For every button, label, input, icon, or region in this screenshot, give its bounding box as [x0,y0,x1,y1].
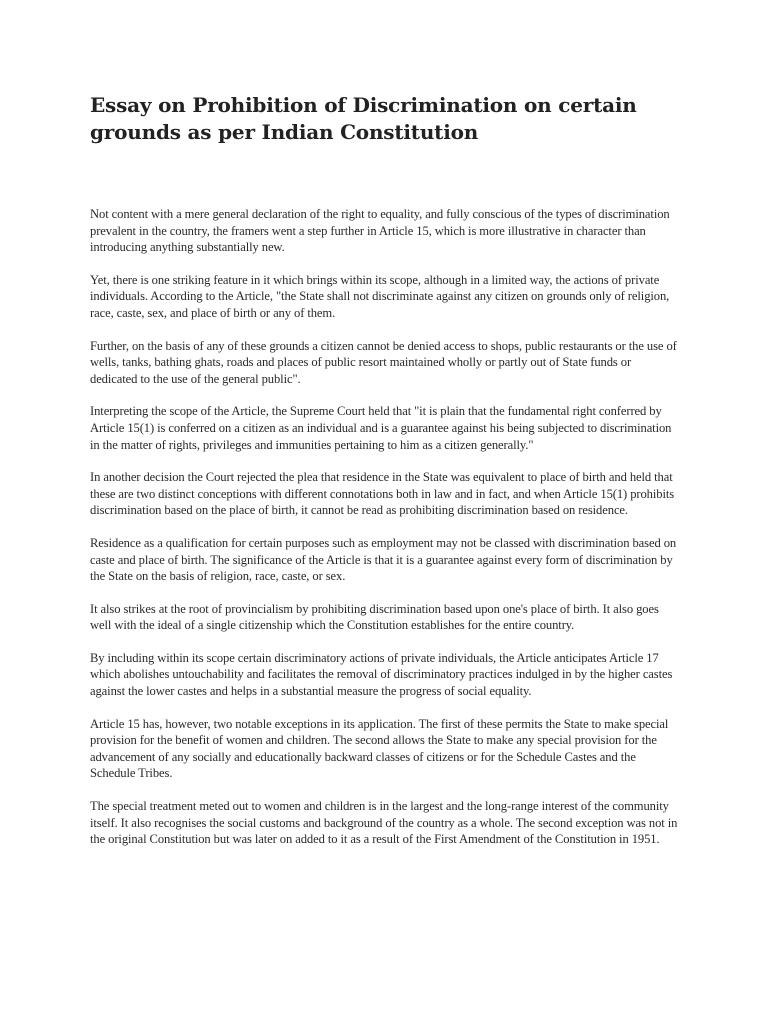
paragraph: It also strikes at the root of provincialism by prohibiting discrimination based upon one's place of birth. It also goes well with the ideal of a single citizenship which the Constitution establishes for the entire country. [90,601,659,633]
paragraph: By including within its scope certain discriminatory actions of private individuals, the Article anticipates Article 17 which abolishes untouchability and facilitates the removal of discriminatory practices indulged in by the higher castes against the lower castes and helps in a substantial measure the progress of social equality. [90,650,673,699]
paragraph: Further, on the basis of any of these grounds a citizen cannot be denied access to shops, public restaurants or the use of wells, tanks, bathing ghats, roads and places of public resort maintained wholly or partly out of State funds or dedicated to the use of the general public". [90,338,677,386]
document-page [90,92,680,864]
paragraph: In another decision the Court rejected the plea that residence in the State was equivalent to place of birth and held that these are two distinct conceptions with different connotations both in law and in fact, and when Article 15(1) prohibits discrimination based on the place of birth, it cannot be read as prohibiting discrimination based on residence. [90,470,675,518]
paragraph: Interpreting the scope of the Article, the Supreme Court held that "it is plain that the fundamental right conferred by Article 15(1) is conferred on a citizen as an individual and is a guarantee against his being subjected to discrimination in the matter of rights, privileges and immunities pertaining to him as a citizen generally." [90,404,672,452]
paragraph: The special treatment meted out to women and children is in the largest and the long-range interest of the community itself. It also recognises the social customs and background of the country as a whole. The second exception was not in the original Constitution but was later on added to it as a result of the First Amendment of the Constitution in 1951. [90,799,678,847]
paragraph: Yet, there is one striking feature in it which brings within its scope, although in a limited way, the actions of private individuals. According to the Article, "the State shall not discriminate against any citizen on grounds only of religion, race, caste, sex, and place of birth or any of them. [90,272,670,320]
paragraph: Residence as a qualification for certain purposes such as employment may not be classed with discrimination based on caste and place of birth. The significance of the Article is that it is a guarantee against every form of discrimination by the State on the basis of religion, race, caste, or sex. [90,535,677,584]
document-body [90,206,680,848]
paragraph: Article 15 has, however, two notable exceptions in its application. The first of these permits the State to make special provision for the benefit of women and children. The second allows the State to make any special provision for the advancement of any socially and educationally backward classes of citizens or for the Schedule Castes and the Schedule Tribes. [90,716,669,781]
paragraph: Not content with a mere general declaration of the right to equality, and fully conscious of the types of discrimination prevalent in the country, the framers went a step further in Article 15, which is more illustrative in character than introducing anything substantially new. [90,207,670,255]
document-title: Essay on Prohibition of Discrimination on certain grounds as per Indian Constitution [90,93,637,144]
